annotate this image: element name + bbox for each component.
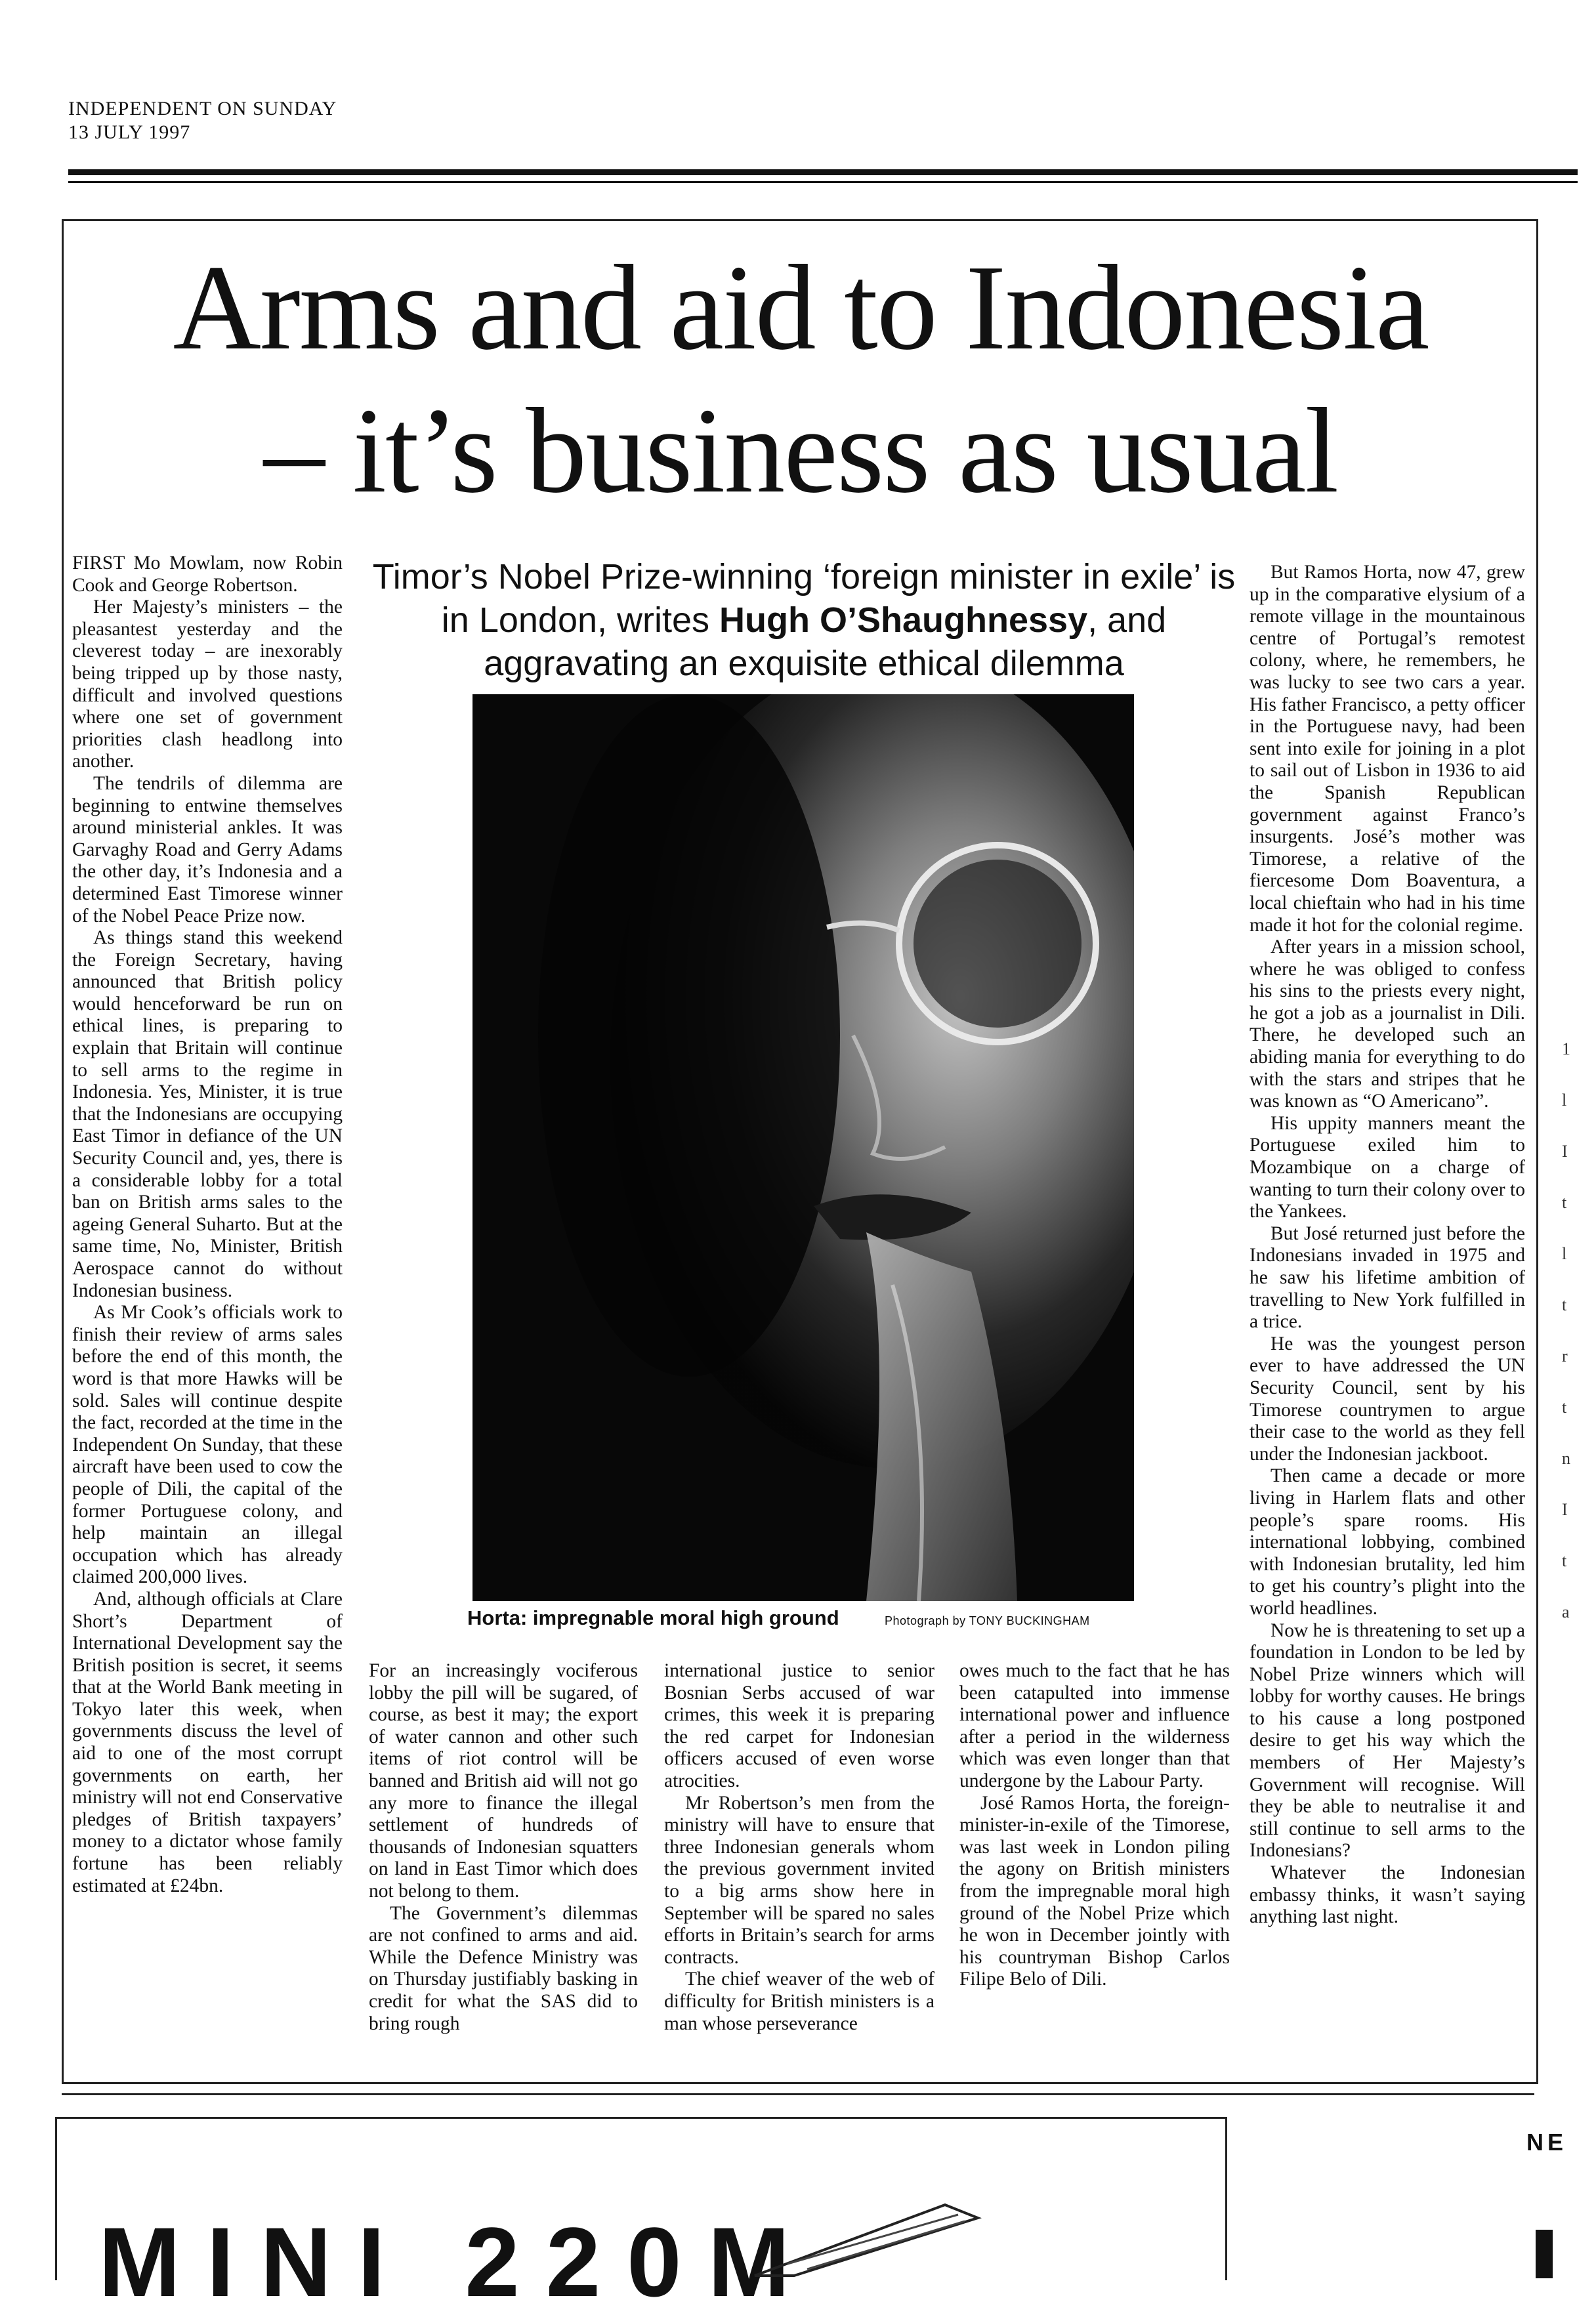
adjacent-page-block <box>1536 2230 1553 2278</box>
paragraph: But Ramos Horta, now 47, grew up in the comparative elysium of a remote village in the mountainous centre of Portugal’s remotest colony, where, he remembers, he was lucky to see two cars a year. His father Francisco, a petty officer in the Portuguese navy, had been sent into exile for joining in a plot to sail out of Lisbon in 1936 to aid the Spanish Republican government against Franco’s insurgents. José’s mother was Timorese, a relative of the fiercesome Dom Boaventura, a local chieftain who had in his time made it hot for the colonial regime. <box>1250 562 1525 936</box>
adjacent-page-fragment: NE <box>1526 2129 1568 2156</box>
paragraph: Now he is threatening to set up a foundation in London to be led by Nobel Prize winners which will lobby for worthy causes. He brings to his cause a long postponed desire to get his way which the members of Her Majesty’s Government will recognise. Will they be able to neutralise it and still continue to sell arms to the Indonesians? <box>1250 1619 1525 1862</box>
advertisement-text: MINI 220M <box>98 2207 816 2317</box>
paragraph: But José returned just before the Indonesians invaded in 1975 and he saw his lifetime ambition of travelling to New York fulfilled in a trice. <box>1250 1222 1525 1333</box>
paragraph: His uppity manners meant the Portuguese exiled him to Mozambique on a charge of wanting to turn their colony over to the Yankees. <box>1250 1112 1525 1222</box>
masthead-rule-thin <box>68 181 1578 183</box>
article-column-3 <box>664 1660 934 2035</box>
page-bottom-rule <box>62 2093 1534 2095</box>
margin-marks <box>1562 1024 1588 1638</box>
margin-mark: a <box>1562 1602 1570 1621</box>
paragraph: After years in a mission school, where he was obliged to confess his sins to the priests every night, he got a job as a journalist in Dili. There, he developed such an abiding mania for everything to do with the stars and stripes that he was known as “O Americano”. <box>1250 936 1525 1112</box>
paragraph: owes much to the fact that he has been catapulted into immense international power and influence after a period in the wilderness which was even longer than that undergone by the Labour Party. <box>959 1660 1230 1791</box>
margin-mark: t <box>1562 1551 1567 1570</box>
paragraph: The chief weaver of the web of difficulty for British ministers is a man whose perseverance <box>664 1969 934 2034</box>
article-column-4 <box>959 1660 1230 1991</box>
portrait-photo <box>472 694 1134 1601</box>
masthead-rule <box>68 169 1578 175</box>
margin-mark: t <box>1562 1193 1567 1212</box>
headline-line-2: – it’s business as usual <box>263 383 1338 518</box>
paragraph: As Mr Cook’s officials work to finish their review of arms sales before the end of this month, the word is that more Hawks will be sold. Sales will continue despite the fact, recorded at the time in the Independent On Sunday, that these aircraft have been used to cow the people of Dili, the capital of the former Portuguese colony, and help maintain an illegal occupation which has already claimed 200,000 lives. <box>72 1302 343 1588</box>
standfirst-part-1: Timor’s Nobel Prize-winning ‘foreign minister in exile’ is in London, writes <box>372 557 1236 640</box>
issue-date: 13 JULY 1997 <box>68 121 191 143</box>
paragraph: He was the youngest person ever to have addressed the UN Security Council, sent by his Timorese countrymen to argue their case to the world as they fell under the Indonesian jackboot. <box>1250 1333 1525 1465</box>
margin-mark: t <box>1562 1398 1567 1417</box>
paragraph: For an increasingly vociferous lobby the pill will be sugared, of course, as best it may; the export of water cannon and other such items of riot control will be banned and British aid will not go any more to finance the illegal settlement of hundreds of thousands of Indonesian squatters on land in East Timor which does not belong to them. <box>369 1660 638 1902</box>
article-column-2 <box>369 1660 638 2035</box>
margin-mark: I <box>1562 1500 1568 1519</box>
margin-mark: n <box>1562 1449 1570 1468</box>
margin-mark: l <box>1562 1091 1567 1110</box>
byline-author: Hugh O’Shaughnessy <box>719 600 1088 640</box>
paragraph: The Government’s dilemmas are not confined to arms and aid. While the Defence Ministry was on Thursday justifiably basking in credit for what the SAS did to bring rough <box>369 1902 638 2034</box>
paragraph: Mr Robertson’s men from the ministry will have to ensure that three Indonesian generals whom the previous government invited to a big arms show here in September will be spared no sales efforts in Britain’s search for arms contracts. <box>664 1792 934 1968</box>
ad-graphic-icon <box>748 2192 984 2278</box>
paragraph: Her Majesty’s ministers – the pleasantest yesterday and the cleverest today – are inexorably being tripped up by those nasty, difficult and involved questions where one set of government priorities clash headlong into another. <box>72 596 343 772</box>
margin-mark: I <box>1562 1142 1568 1161</box>
margin-mark: t <box>1562 1295 1567 1314</box>
standfirst <box>368 555 1240 685</box>
margin-mark: 1 <box>1562 1039 1570 1058</box>
photo-caption: Horta: impregnable moral high ground <box>467 1606 839 1629</box>
paper-name: INDEPENDENT ON SUNDAY <box>68 98 337 119</box>
article-column-1 <box>72 553 343 1897</box>
paragraph: international justice to senior Bosnian Serbs accused of war crimes, this week it is preparing the red carpet for Indonesian officers accused of even worse atrocities. <box>664 1660 934 1791</box>
margin-mark: r <box>1562 1346 1568 1366</box>
paragraph: Then came a decade or more living in Harlem flats and other people’s spare rooms. His international lobbying, combined with Indonesian brutality, led him to get his country’s plight into the world headlines. <box>1250 1465 1525 1619</box>
paragraph: José Ramos Horta, the foreign-minister-in-exile of the Timorese, was last week in London piling the agony on British ministers from the impregnable moral high ground of the Nobel Prize which he won in December jointly with his countryman Bishop Carlos Filipe Belo of Dili. <box>959 1792 1230 1990</box>
portrait-image <box>472 694 1134 1601</box>
headline <box>72 236 1529 522</box>
margin-mark: l <box>1562 1244 1567 1263</box>
paragraph: And, although officials at Clare Short’s Department of International Development say the British position is secret, it seems that at the World Bank meeting in Tokyo later this week, when governments discuss the level of aid to one of the most corrupt governments on earth, her ministry will not end Conservative pledges of British taxpayers’ money to a dictator whose family fortune has been reliably estimated at £24bn. <box>72 1588 343 1896</box>
photo-credit: Photograph by TONY BUCKINGHAM <box>885 1614 1090 1627</box>
masthead <box>68 97 337 144</box>
paragraph: As things stand this weekend the Foreign Secretary, having announced that British policy would henceforward be run on ethical lines, is preparing to explain that Britain will continue to sell arms to the regime in Indonesia. Yes, Minister, it is true that the Indonesians are occupying East Timor in defiance of the UN Security Council and, yes, there is a considerable lobby for a total ban on British arms sales to the ageing General Suharto. But at the same time, No, Minister, British Aerospace cannot do without Indonesian business. <box>72 927 343 1301</box>
standfirst-part-2: , and aggravating an exquisite ethical dilemma <box>484 600 1167 683</box>
headline-line-1: Arms and aid to Indonesia <box>173 240 1429 375</box>
paragraph: FIRST Mo Mowlam, now Robin Cook and George Robertson. <box>72 553 343 596</box>
paragraph: The tendrils of dilemma are beginning to entwine themselves around ministerial ankles. It was Garvaghy Road and Gerry Adams the other day, it’s Indonesia and a determined East Timorese winner of the Nobel Peace Prize now. <box>72 772 343 927</box>
article-column-5 <box>1250 562 1525 1929</box>
paragraph: Whatever the Indonesian embassy thinks, it wasn’t saying anything last night. <box>1250 1862 1525 1928</box>
